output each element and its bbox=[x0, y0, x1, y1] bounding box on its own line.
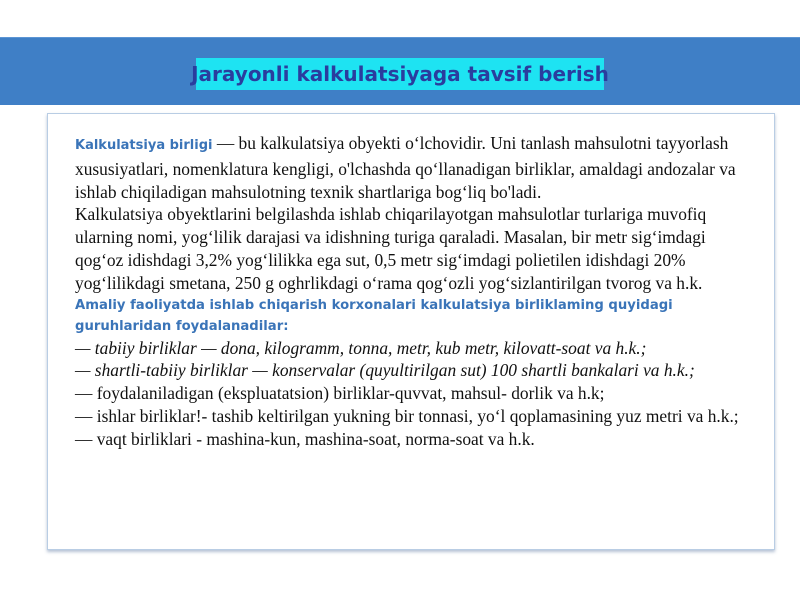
title-band bbox=[0, 37, 800, 105]
list-item-conditional-units: — shartli-tabiiy birliklar — konservalar (quyultirilgan sut) 100 shartli bankalari va h.k.; bbox=[75, 360, 695, 381]
paragraph-objects: Kalkulatsiya obyektlarini belgilashda ishlab chiqarilayotgan mahsulotlar turlariga muvofiq ularning nomi, yog‘lilik darajasi va idishning turiga qaraladi. Masalan, bir metr sig‘imdagi qog‘oz idishdagi 3,2% yog‘lilikka ega sut, 0,5 metr sig‘imdagi polietilen idishdagi 20% yog‘lilikdagi smetana, 250 g oghrlikdagi o‘rama qog‘ozli yog‘sizlantirilgan tvorog va h.k. bbox=[75, 204, 707, 293]
list-item-work-units: — ishlar birliklar!- tashib keltirilgan yukning bir tonnasi, yo‘l qoplamasining yuz metri va h.k.; bbox=[75, 405, 739, 426]
paragraph-unit-definition bbox=[75, 132, 757, 203]
list-item-natural-units: — tabiiy birliklar — dona, kilogramm, tonna, metr, kub metr, kilovatt-soat va h.k.; bbox=[75, 337, 647, 358]
content-box bbox=[47, 113, 775, 550]
list-item-operational-units: — foydalaniladigan (ekspluatatsion) birliklar-quvvat, mahsul- dorlik va h.k; bbox=[75, 383, 605, 404]
unit-definition-text: — bu kalkulatsiya obyekti o‘lchovidir. Uni tanlash mahsulotni tayyorlash xususiyatlari, nomenklatura kengligi, o'lchashda qo‘llanadigan birliklar, amaldagi andozalar va ishlab chiqiladigan mahsulotning texnik shartlariga bog‘liq bo'ladi. bbox=[75, 133, 736, 202]
content-text bbox=[75, 132, 757, 451]
unit-heading: Kalkulatsiya birligi bbox=[75, 138, 213, 153]
title-highlight bbox=[191, 58, 609, 90]
groups-heading: Amaliy faoliyatda ishlab chiqarish korxonalari kalkulatsiya birliklaming quyidagi guruhlaridan foydalanadilar: bbox=[75, 297, 673, 334]
list-item-time-units: — vaqt birliklari - mashina-kun, mashina-soat, norma-soat va h.k. bbox=[75, 428, 535, 449]
slide-title: Jarayonli kalkulatsiyaga tavsif berish bbox=[191, 62, 609, 86]
